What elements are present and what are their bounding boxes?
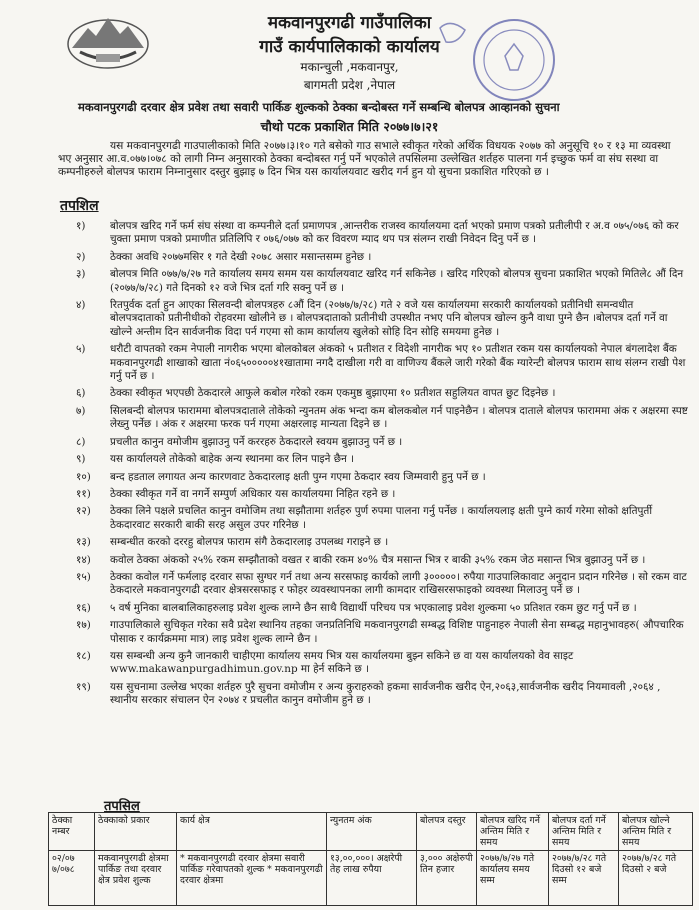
list-item-number: ७) — [76, 404, 86, 417]
list-item-text: प्रचलीत कानुन वमोजीम बुझाउनु पर्ने कररहरु ठेकदारले स्वयम बुझाउनु पर्ने छ । — [110, 435, 403, 448]
list-item-number: १८) — [76, 649, 91, 662]
publication-date: चौथो पटक प्रकाशित मिति २०७७।७।२१ — [260, 119, 439, 134]
list-item-number: १९) — [76, 680, 91, 693]
notice-title: मकवानपुरगढी दरवार क्षेत्र प्रवेश तथा सवारी पार्किङ शुल्कको ठेक्का बन्दोबस्त गर्ने सम्बन्धि बोलपत्र आव्हानको सुचना — [78, 100, 560, 114]
list-item — [58, 220, 688, 247]
list-item-number: २) — [76, 250, 86, 263]
list-item-text: ठेक्का स्वीकृत गर्ने वा नगर्ने सम्पुर्ण अधिकार यस कार्यालयमा निहित रहने छ । — [110, 487, 396, 500]
list-item — [58, 387, 688, 400]
table-cell: मकवानपुरगढी क्षेत्रमा पार्किङ तथा दरवार क्षेत्र प्रवेश शुल्क — [95, 851, 177, 906]
table-header-row — [49, 813, 693, 851]
office-name: गाउँ कार्यपालिकाको कार्यालय — [259, 37, 440, 57]
table-cell: २०७७/७/२८ गते दिउसो २ बजे — [619, 851, 693, 906]
list-item-number: ५) — [76, 343, 86, 356]
table-cell: २०७७/७/२७ गते कार्यालय समय सम्म — [477, 851, 549, 906]
list-item-text: ५ वर्ष मुनिका बालबालिकाहरुलाइ प्रवेश शुल्क लाग्ने छैन साथै विद्यार्थी परिचय पत्र भएकालाइ प्रवेश शुल्कमा ५० प्रतिशत रकम छुट गर्नु पर्ने छ । — [110, 601, 637, 614]
list-item-text: ठेक्का स्वीकृत भएपछी ठेकदारले आफुले कबोल गरेको रकम एकमुष्ठ बुझाएमा १० प्रतीशत सहुलियत वापत छुट दिइनेछ । — [110, 387, 556, 400]
list-item-text: बोलपत्र मिति ०७७/७/२७ गते कार्यालय समय समम यस कार्यालयवाट खरिद गर्न सकिनेछ । खरिद गरिएको बोलपत्र सुचना प्रकाशित भएको मितिले८ औं दिन (२०७७/७/२८) गते दिनको १२ वजे भित्र दर्ता गरि सक्नु पर्ने छ । — [110, 268, 684, 294]
list-item-number: ६) — [76, 387, 86, 400]
list-item — [58, 343, 688, 383]
list-item — [58, 619, 688, 646]
table-cell: * मकवानपुरगढी दरवार क्षेत्रमा सवारी पार्किङ गरेवापतको शुल्क * मकवानपुरगढी दरवार क्षेत्रमा — [177, 851, 327, 906]
table-header-cell: बोलपत्र खोल्ने अन्तिम मिति र समय — [619, 813, 693, 851]
table-header-cell: कार्य क्षेत्र — [177, 813, 327, 851]
nepal-emblem-icon — [66, 8, 150, 70]
list-item-number: ११) — [76, 487, 91, 500]
list-item — [58, 505, 688, 532]
list-item — [58, 453, 688, 466]
list-item-text: कवोल ठेक्का अंकको २५% रकम सम्झौताको वखत र बाकी रकम ४०% चैत्र मसान्त भित्र र बाकी ३५% रकम जेठ मसान्त भित्र बुझाउनु पर्ने छ । — [110, 553, 646, 566]
list-item — [58, 299, 688, 339]
table-cell: १३,००,०००। अक्षरेपी तेह लाख रुपैया — [327, 851, 417, 906]
list-item-text: बन्द हडताल लगायत अन्य कारणवाट ठेकदारलाइ क्षती पुग्न गएमा ठेकदार स्वय जिम्मवारी हुनु पर्ने छ । — [110, 470, 486, 483]
list-item-text: ठेक्का कवोल गर्ने फर्मलाइ दरवार सफा सुग्घर गर्न तथा अन्य सरसफाइ कार्यको लागी ३०००००। रुपैया गाउपालिकावाट अनुदान प्रदान गरिनेछ । सो रकम वाट ठेकदारले मकवानपुरगढी दरवार क्षेत्रसरसफाइ र फोहर व्यवस्थापनका लागी कामदार राखिसरसफाइको व्यवस्था मिलाउनु पर्ने छ । — [110, 570, 687, 597]
table-header-cell: न्युनतम अंक — [327, 813, 417, 851]
list-item — [58, 488, 688, 501]
list-item-number: १०) — [76, 470, 91, 483]
list-item-text: यस कार्यालयले तोकेको बाहेक अन्य स्थानमा कर लिन पाइने छैन । — [110, 453, 355, 466]
list-item — [58, 681, 688, 708]
list-item — [58, 471, 688, 484]
municipality-name: मकवानपुरगढी गाउँपालिका — [267, 13, 432, 33]
intro-paragraph: यस मकवानपुरगढी गाउपालीकाको मिति २०७७।३।१० गते बसेको गाउ सभाले स्वीकृत गरेको अर्थिक विधयक २०७७ को अनुसूचि १० र १३ मा व्यवस्था भए अनुसार आ.व.०७७।०७८ को लागी निम्न अनुसारको ठेक्का बन्दोबस्त गर्नु पर्ने भएकोले तपसिलमा उल्लेखित शर्तहरु पालना गर्न इच्छुक फर्म वा संघ सस्था वा कम्पनीहरुले बोलपत्र फाराम निम्नानुसार दस्तुर बुझाइ ७ दिन भित्र यस कार्यालयवाट खरीद गर्न हुन यो सुचना प्रकाशित गरिएको छ । — [58, 140, 671, 179]
list-item-number: १४) — [76, 553, 91, 566]
list-item-text: गाउपालिकाले सुचिकृत गरेका सवै प्रदेश स्थानिय तहका जनप्रतिनिधि मकवानपुरगढी सम्बद्ध विशिष्ट पाहुनाहरु नेपाली सेना सम्बद्ध महानुभावहरु( औपचारिक पोसाक र कार्यक्रममा मात्र) लाइ प्रवेश शुल्क लाग्ने छैन । — [110, 619, 684, 645]
table-header-cell: ठेक्काको प्रकार — [95, 813, 177, 851]
list-item-text: सम्बन्धीत करको दररहु बोलपत्र फाराम संगै ठेकदारलाइ उपलब्ध गराइने छ । — [110, 536, 389, 549]
list-item-number: १३) — [76, 536, 91, 549]
conditions-heading: तपशिल — [60, 198, 99, 214]
list-item — [58, 251, 688, 264]
list-item — [58, 536, 688, 549]
list-item — [58, 436, 688, 449]
list-item-number: १६) — [76, 601, 91, 614]
tender-schedule-table — [48, 812, 693, 906]
table-cell: ३,००० अक्षेरुपी तिन हजार — [417, 851, 477, 906]
list-item-text: यस सम्बन्धी अन्य कुनै जानकारी चाहीएमा कार्यालय समय भित्र यस कार्यालयमा बुझ्न सकिने छ वा यस कार्यालयको वेव साइट www.makawanpurgadhimun.gov.np मा हेर्न सकिने छ । — [110, 649, 574, 676]
table-header-cell: बोलपत्र दस्तुर — [417, 813, 477, 851]
table-row — [49, 851, 693, 906]
list-item-text: ठेक्का अवधि २०७७मसिर १ गते देखी २०७८ असार मसान्तसम्म हुनेछ । — [110, 250, 372, 263]
list-item-number: ९) — [76, 453, 86, 466]
list-item — [58, 554, 688, 567]
list-item-number: १) — [76, 220, 86, 232]
list-item-text: सिलबन्दी बोलपत्र फाराममा बोलपत्रदाताले तोकेको न्युनतम अंक भन्दा कम बोलकबोल गर्न पाइनेछैन । बोलपत्र दाताले बोलपत्र फाराममा अंक र अक्षरमा स्पष्ट लेख्नु पर्नेछ । अंक र अक्षरमा फरक पर्न गएमा अक्षरलाइ मान्यता दिइने छ । — [110, 404, 688, 431]
list-item — [58, 602, 688, 615]
table-header-cell: बोलपत्र दर्ता गर्ने अन्तिम मिति र समय — [549, 813, 619, 851]
conditions-list — [58, 220, 688, 712]
list-item-number: ८) — [76, 435, 86, 448]
table-header-cell: ठेक्का नम्बर — [49, 813, 95, 851]
list-item-number: १७) — [76, 619, 91, 632]
list-item-text: धरौटी वापतको रकम नेपाली नागरीक भएमा बोलकोबल अंकको ५ प्रतीशत र विदेशी नागरीक भए १० प्रतीशत रकम यस कार्यालयको नेपाल बंगलादेश बैंक मकवानपुरगढी शाखाको खाता नं०६५०००००४१खातामा नगदै दाखीला गरी वा वाणिज्य बैंकले जारी गरेको बैंक ग्यारेन्टी बोलपत्र फाराम साथ संलग्न राखी पेश गर्नु पर्ने छ । — [110, 343, 686, 383]
list-item-number: १२) — [76, 505, 91, 518]
list-item — [58, 405, 688, 432]
list-item — [58, 571, 688, 598]
list-item-text: बोलपत्र खरिद गर्ने फर्म संघ संस्था वा कम्पनीले दर्ता प्रमाणपत्र ,आन्तरीक राजस्व कार्यालयमा दर्ता भएको प्रमाण पत्रको प्रतीलीपी र अ.व ०७५/०७६ को कर चुक्ता प्रमाण पत्रको प्रमाणीत प्रतिलिपि र ०७६/०७७ को कर विवरण म्याद थप पत्र संलग्न राखी निवेदन दिनु पर्ने छ । — [110, 220, 679, 246]
list-item-text: यस सुचनामा उल्लेख भएका शर्तहरु पुरै सुचना वमोजीम र अन्य कुराहरुको हकमा सार्वजनीक खरीद ऐन,२०६३,सार्वजनीक खरीद नियमावली ,२०६४ , स्थानीय सरकार संचालन ऐन २०७४ र प्रचलीत कानुन वमोजीम हुने छ । — [110, 680, 661, 707]
schedule-heading: तपसिल — [104, 799, 140, 814]
list-item — [58, 268, 688, 295]
list-item-text: रितपुर्वक दर्ता हुन आएका सिलवन्दी बोलपत्रहरु ८औं दिन (२०७७/७/२८) गते २ वजे यस कार्यालयमा सरकारी कार्यालयको प्रतीनिधी समन्वधीत बोलपत्रदाताको प्रतीनीधीको रोहवरमा खोलीने छ । बोलपत्रदाताको प्रतीनीधी उपस्थीत नभए पनि बोलपत्र खोल्न कुनै वाधा पुग्ने छैन ।बोलपत्र दर्ता गर्ने वा खोल्ने अन्तीम दिन सार्वजनीक विदा पर्न गएमा सो काम कार्यालय खुलेको सोहि दिन सोहि समयमा हुनेछ । — [110, 299, 668, 338]
office-address: मकान्चुली ,मकवानपुर, — [300, 60, 399, 74]
list-item-text: ठेक्का लिने पक्षले प्रचलित कानुन वमोजिम तथा सझौतामा शर्तहरु पुर्ण रुपमा पालना गर्नु पर्नेछ । कार्यालयलाइ क्षती पुग्ने कार्य गरेमा सोको क्षतिपुर्ती ठेकदारवाट सरकारी बाकी सरह असुल उपर गरिनेछ । — [110, 505, 653, 531]
list-item-number: ४) — [76, 299, 86, 312]
table-cell: २०७७/७/२८ गते दिउसो १२ बजे सम्म — [549, 851, 619, 906]
table-header-cell: बोलपत्र खरिद गर्ने अन्तिम मिति र समय — [477, 813, 549, 851]
list-item — [58, 650, 688, 677]
list-item-number: १५) — [76, 570, 91, 583]
table-cell: ०२/०७ ७/०७८ — [49, 851, 95, 906]
office-province: बागमती प्रदेश ,नेपाल — [303, 78, 396, 92]
list-item-number: ३) — [76, 268, 86, 281]
